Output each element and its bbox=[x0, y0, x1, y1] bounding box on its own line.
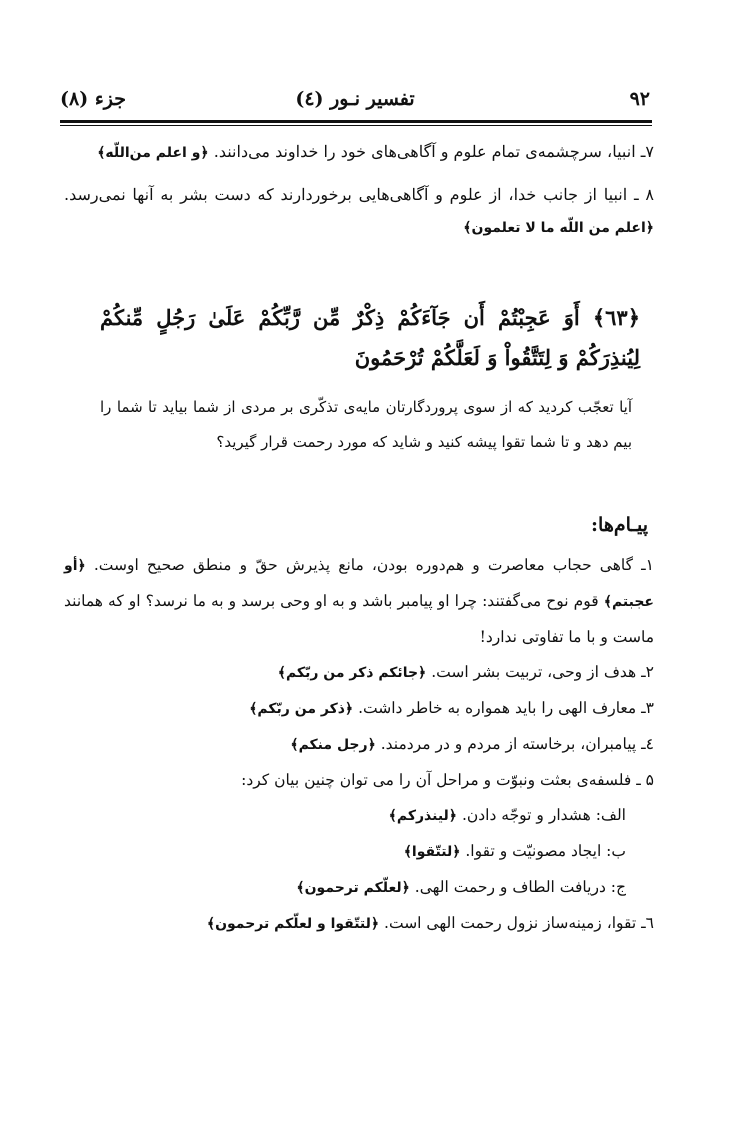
quran-reference: ﴿لینذركم﴾ bbox=[388, 808, 457, 824]
header-rule-thin bbox=[60, 125, 652, 126]
quran-reference: ﴿ذكر من ربّكم﴾ bbox=[249, 701, 354, 717]
point-item: ۸ ـ انبیا از جانب خدا، از علوم و آگاهی‌هایی برخوردارند که دست بشر به آنها نمی‌رسد. ﴿اعلم من اللّه ما لا تعلمون﴾ bbox=[64, 185, 654, 236]
messages-heading: پیـام‌ها: bbox=[591, 514, 648, 536]
verse-text: ﴿٦٣﴾ أَوَ عَجِبْتُمْ أَن جَآءَكُمْ ذِكْرٌ مِّن رَّبِّكُمْ عَلَىٰ رَجُلٍ مِّنكُمْ لِيُنذِرَكُمْ وَ لِتَتَّقُواْ وَ لَعَلَّكُمْ تُرْحَمُونَ bbox=[100, 305, 640, 370]
message-item: ۵ ـ فلسفه‌ی بعثت ونبوّت و مراحل آن را می توان چنین بیان کرد: bbox=[241, 771, 654, 789]
quran-reference: ﴿لتتّقوا﴾ bbox=[403, 844, 461, 860]
quran-reference: ﴿أو عجبتم﴾ bbox=[64, 558, 654, 610]
message-sub-item: ج: دریافت الطاف و رحمت الهی. ﴿لعلّكم ترحمون﴾ bbox=[296, 878, 626, 896]
quran-reference: ﴿اعلم من اللّه ما لا تعلمون﴾ bbox=[463, 220, 654, 236]
part-label: جزء (٨) bbox=[60, 88, 126, 110]
quran-reference: ﴿لتتّقوا و لعلّكم ترحمون﴾ bbox=[206, 916, 380, 932]
message-item: ۲ـ هدف از وحی، تربیت بشر است. ﴿جائكم ذكر من ربّكم﴾ bbox=[277, 663, 654, 681]
message-sub-item: الف: هشدار و توجّه دادن. ﴿لینذركم﴾ bbox=[388, 806, 626, 824]
book-title: تفسیر نـور (٤) bbox=[295, 88, 415, 110]
message-item: ۱ـ گاهی حجاب معاصرت و هم‌دوره بودن، مانع پذیرش حقّ و منطق صحیح اوست. ﴿أو عجبتم﴾ قوم نوح می‌گفتند: چرا او پیامبر باشد و به او وحی برسد و به ما نرسد؟ او که همانند ماست و با ما تفاوتی ندارد! bbox=[64, 556, 654, 646]
message-sub-item: ب: ایجاد مصونیّت و تقوا. ﴿لتتّقوا﴾ bbox=[403, 842, 626, 860]
page-number: ۹۲ bbox=[629, 88, 650, 110]
page-header bbox=[60, 88, 650, 118]
message-item: ۳ـ معارف الهی را باید همواره به خاطر داشت. ﴿ذكر من ربّكم﴾ bbox=[249, 699, 654, 717]
quran-reference: ﴿و اعلم من‌اللّه﴾ bbox=[97, 145, 209, 161]
quran-reference: ﴿رجل منكم﴾ bbox=[290, 737, 376, 753]
point-item: ۷ـ انبیا، سرچشمه‌ی تمام علوم و آگاهی‌های خود را خداوند می‌دانند. ﴿و اعلم من‌اللّه﴾ bbox=[97, 142, 654, 161]
quran-reference: ﴿لعلّكم ترحمون﴾ bbox=[296, 880, 410, 896]
quran-reference: ﴿جائكم ذكر من ربّكم﴾ bbox=[277, 665, 427, 681]
message-item: ٦ـ تقوا، زمینه‌ساز نزول رحمت الهی است. ﴿لتتّقوا و لعلّكم ترحمون﴾ bbox=[206, 914, 654, 932]
message-item: ٤ـ پیامبران، برخاسته از مردم و در مردمند. ﴿رجل منكم﴾ bbox=[290, 735, 654, 753]
verse-translation: آیا تعجّب کردید که از سوی پروردگارتان مایه‌ی تذکّری بر مردی از شما بیاید تا شما را بیم دهد و تا شما تقوا پیشه کنید و شاید که مورد رحمت قرار گیرید؟ bbox=[100, 398, 632, 451]
points-before bbox=[64, 136, 654, 254]
header-rule bbox=[60, 120, 652, 123]
messages-list bbox=[64, 548, 654, 942]
